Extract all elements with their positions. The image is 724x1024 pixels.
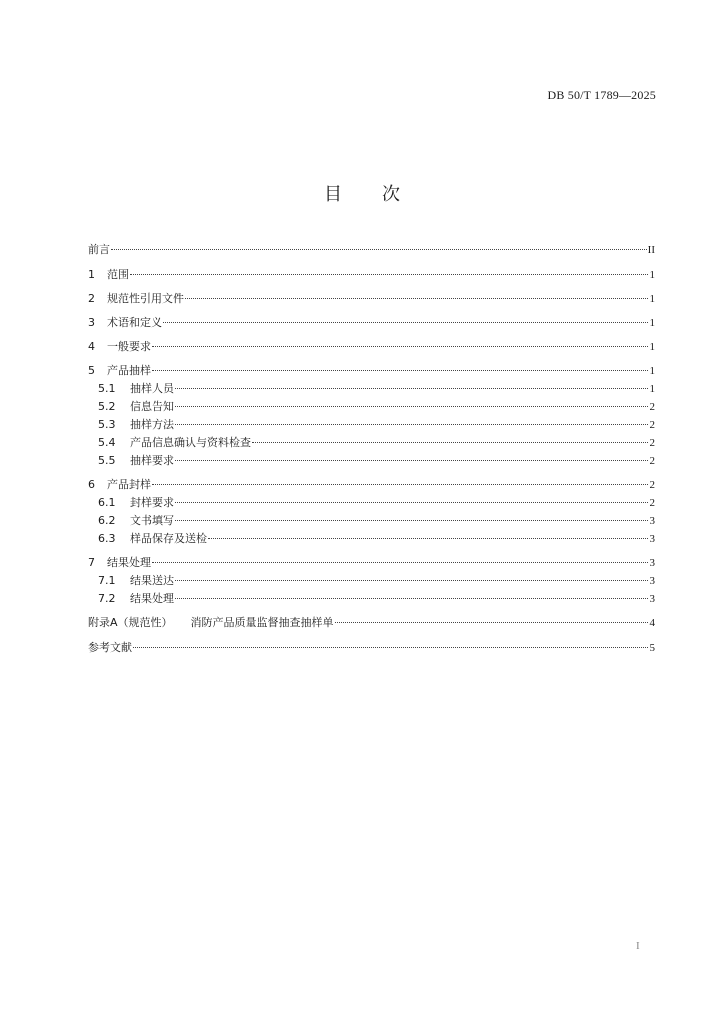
toc-entry-title: 抽样方法 — [130, 418, 174, 431]
toc-entry-number: 5.3 — [98, 418, 116, 431]
toc-entry[interactable] — [88, 364, 655, 378]
toc-entry-page: 2 — [649, 455, 655, 467]
toc-entry-page: 1 — [649, 317, 655, 329]
toc-entry-number: 5 — [88, 364, 95, 377]
toc-entry-title: 信息告知 — [130, 400, 174, 413]
toc-entry[interactable] — [88, 454, 655, 468]
title-char-1: 目 — [324, 184, 342, 205]
toc-entry-number: 5.2 — [98, 400, 116, 413]
toc-entry-page: 2 — [649, 497, 655, 509]
toc-entry-title: 范围 — [107, 268, 129, 281]
table-of-contents — [88, 243, 655, 655]
toc-entry[interactable] — [88, 292, 655, 306]
toc-entry[interactable] — [88, 478, 655, 492]
toc-entry-number: 7 — [88, 556, 95, 569]
toc-entry-title: 结果送达 — [130, 574, 174, 587]
dot-leader — [175, 424, 648, 425]
dot-leader — [175, 388, 648, 389]
toc-entry-title: 封样要求 — [130, 496, 174, 509]
toc-entry[interactable] — [88, 556, 655, 570]
toc-entry-number: 4 — [88, 340, 95, 353]
toc-entry-title: 规范性引用文件 — [107, 292, 184, 305]
toc-entry[interactable] — [88, 496, 655, 510]
dot-leader — [335, 622, 648, 623]
toc-entry-number: 6.1 — [98, 496, 116, 509]
toc-entry-title: 术语和定义 — [107, 316, 162, 329]
toc-entry-page: 2 — [649, 479, 655, 491]
page-number: I — [636, 940, 640, 952]
dot-leader — [175, 580, 648, 581]
toc-entry-title: 产品抽样 — [107, 364, 151, 377]
toc-entry[interactable] — [88, 316, 655, 330]
toc-entry-number: 5.5 — [98, 454, 116, 467]
toc-entry-page: 3 — [649, 593, 655, 605]
toc-entry-number: 6.2 — [98, 514, 116, 527]
toc-entry[interactable] — [88, 532, 655, 546]
toc-entry[interactable] — [88, 382, 655, 396]
toc-entry-page: 3 — [649, 515, 655, 527]
toc-entry-number: 7.1 — [98, 574, 116, 587]
toc-entry-title: 参考文献 — [88, 641, 132, 654]
dot-leader — [152, 562, 648, 563]
toc-entry-number: 1 — [88, 268, 95, 281]
dot-leader — [152, 370, 648, 371]
toc-entry-title: 结果处理 — [107, 556, 151, 569]
dot-leader — [152, 484, 648, 485]
toc-entry-title: 文书填写 — [130, 514, 174, 527]
toc-entry-title: 结果处理 — [130, 592, 174, 605]
dot-leader — [133, 647, 648, 648]
toc-entry-page: 3 — [649, 557, 655, 569]
dot-leader — [175, 598, 648, 599]
toc-entry[interactable] — [88, 340, 655, 354]
toc-entry-title: 消防产品质量监督抽查抽样单 — [190, 616, 334, 629]
dot-leader — [175, 520, 648, 521]
toc-entry[interactable] — [88, 243, 655, 257]
dot-leader — [152, 346, 648, 347]
toc-entry-title: 抽样人员 — [130, 382, 174, 395]
dot-leader — [130, 274, 648, 275]
dot-leader — [175, 502, 648, 503]
toc-entry-number: 3 — [88, 316, 95, 329]
toc-entry-title: 抽样要求 — [130, 454, 174, 467]
dot-leader — [175, 406, 648, 407]
toc-entry-title: 产品信息确认与资料检查 — [130, 436, 251, 449]
toc-entry[interactable] — [88, 616, 655, 630]
toc-entry-page: 3 — [649, 575, 655, 587]
toc-entry[interactable] — [88, 268, 655, 282]
toc-entry-page: 3 — [649, 533, 655, 545]
toc-entry-page: 1 — [649, 383, 655, 395]
document-code: DB 50/T 1789—2025 — [547, 88, 656, 102]
toc-entry-page: 2 — [649, 437, 655, 449]
toc-entry[interactable] — [88, 574, 655, 588]
toc-entry-page: 2 — [649, 401, 655, 413]
toc-entry[interactable] — [88, 641, 655, 655]
toc-entry-page: 5 — [649, 642, 655, 654]
toc-entry[interactable] — [88, 514, 655, 528]
toc-entry-page: 1 — [649, 293, 655, 305]
toc-entry[interactable] — [88, 592, 655, 606]
toc-entry-number: 2 — [88, 292, 95, 305]
dot-leader — [175, 460, 648, 461]
dot-leader — [163, 322, 648, 323]
toc-entry-page: 1 — [649, 341, 655, 353]
dot-leader — [208, 538, 648, 539]
toc-entry-number: 7.2 — [98, 592, 116, 605]
dot-leader — [185, 298, 648, 299]
toc-entry-number: 附录A（规范性） — [88, 616, 173, 629]
page-title — [0, 180, 724, 206]
toc-entry-title: 产品封样 — [107, 478, 151, 491]
toc-entry-page: II — [647, 244, 655, 256]
title-char-2: 次 — [382, 184, 400, 205]
dot-leader — [111, 249, 647, 250]
toc-entry[interactable] — [88, 418, 655, 432]
toc-entry[interactable] — [88, 400, 655, 414]
toc-entry-title: 前言 — [88, 243, 110, 256]
toc-entry-page: 1 — [649, 269, 655, 281]
toc-entry-title: 一般要求 — [107, 340, 151, 353]
toc-entry[interactable] — [88, 436, 655, 450]
toc-entry-page: 2 — [649, 419, 655, 431]
toc-entry-page: 4 — [649, 617, 655, 629]
toc-entry-page: 1 — [649, 365, 655, 377]
toc-entry-number: 5.1 — [98, 382, 116, 395]
toc-entry-number: 6.3 — [98, 532, 116, 545]
toc-entry-title: 样品保存及送检 — [130, 532, 207, 545]
toc-entry-number: 6 — [88, 478, 95, 491]
toc-entry-number: 5.4 — [98, 436, 116, 449]
dot-leader — [252, 442, 648, 443]
